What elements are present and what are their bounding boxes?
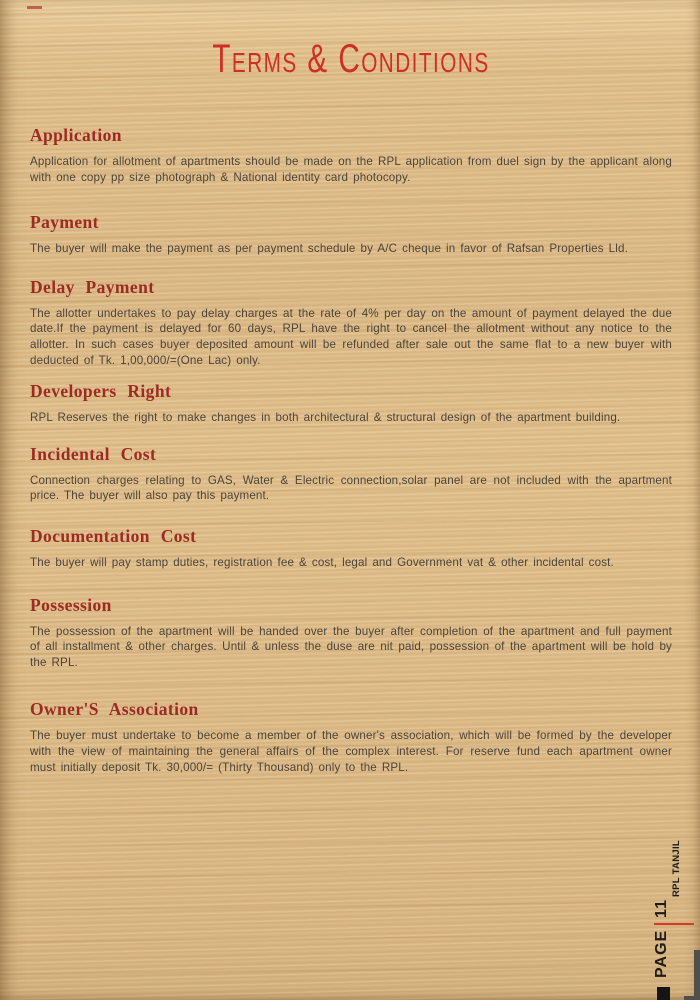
section-body: The possession of the apartment will be handed over the buyer after completion of the apartment and full payment of all installment & other charges. Until & unless the duse are nit paid, possession of the apartment will be hold by the RPL. [30,624,672,669]
section-body: The buyer will make the payment as per payment schedule by A/C cheque in favor of Rafsan Properties Lld. [30,242,628,256]
section-heading: Delay Payment [30,276,155,297]
section-body: The buyer must undertake to become a member of the owner's association, which will be formed by the developer with the view of maintaining the general affairs of the complex interest. For reserve fund each apartment owner must initially deposit Tk. 30,000/= (Thirty Thousand) only to the RPL. [30,729,672,774]
section-heading: Incidental Cost [30,443,157,464]
section-body: Connection charges relating to GAS, Water & Electric connection,solar panel are not included with the apartment price. The buyer will also pay this payment. [30,473,672,503]
page-footer [652,840,700,1000]
section-heading: Owner'S Association [30,699,199,720]
section-application [30,124,672,185]
section-heading: Payment [30,212,99,233]
section-owners-association [30,698,672,775]
page-title: Terms & Conditions [212,37,490,81]
scan-edge-corner [684,996,700,1000]
page-content [0,36,700,775]
footer-page-label: PAGE [653,929,670,978]
section-payment [30,211,672,257]
section-body: Application for allotment of apartments should be made on the RPL application from duel sign by the applicant along with one copy pp size photograph & National identity card photocopy. [30,155,672,184]
section-delay-payment [30,276,672,368]
scan-edge [694,950,700,1000]
section-heading: Developers Right [30,381,172,402]
section-body: The allotter undertakes to pay delay charges at the rate of 4% per day on the amount of payment delayed the due date.If the payment is delayed for 60 days, RPL have the right to cancel the allotment without any notice to the allotter. In such cases buyer deposited amount will be refunded after sale out the same flat to a new buyer with deducted of Tk. 1,00,000/=(One Lac) only. [30,306,672,367]
section-body: The buyer will pay stamp duties, registration fee & cost, legal and Government vat & other incidental cost. [30,555,614,569]
section-heading: Application [30,125,122,145]
section-body: RPL Reserves the right to make changes in both architectural & structural design of the apartment building. [30,411,621,425]
section-developers-right [30,380,672,426]
section-possession [30,594,672,671]
footer-brand: RPL TANJIL [671,840,682,898]
section-documentation-cost [30,525,672,571]
section-incidental-cost [30,443,672,504]
footer-black-bar [657,987,670,1000]
section-heading: Documentation Cost [30,525,197,546]
footer-red-separator [654,923,694,925]
scan-mark [27,6,42,9]
section-heading: Possession [30,594,112,615]
footer-page-number: 11 [653,899,670,918]
